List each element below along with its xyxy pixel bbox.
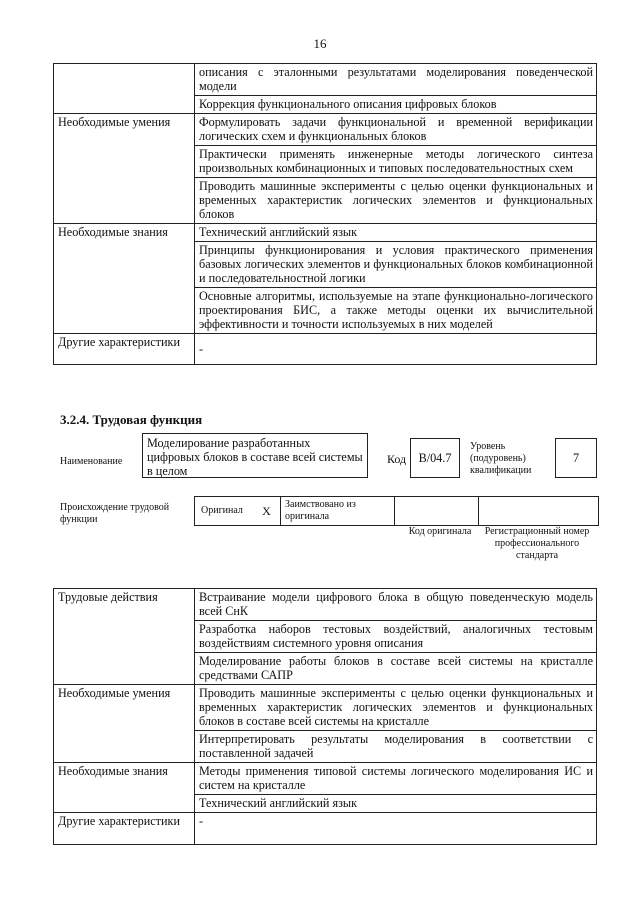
table-cell: Основные алгоритмы, используемые на этапе функционально-логического проектирования БИС, а также методы оценки их вычислительной эффективности и точности используемых в них моделей	[195, 288, 597, 334]
table-cell: Принципы функционирования и условия практического применения базовых логических элементов и функциональных блоков комбинационной и последовательностной логики	[195, 242, 597, 288]
table-cell: Проводить машинные эксперименты с целью оценки функциональных и временных характеристик логических элементов и функциональных блоков в составе всей системы на кристалле	[195, 685, 597, 731]
table-row	[54, 224, 597, 242]
borrowed-label: Заимствовано из оригинала	[280, 497, 394, 525]
table-cell: Проводить машинные эксперименты с целью оценки функциональных и временных характеристик логических элементов и функциональных блоков	[195, 178, 597, 224]
origin-label: Происхождение трудовой функции	[60, 502, 170, 525]
qualification-level-box	[555, 438, 597, 478]
original-label: Оригинал	[201, 505, 243, 516]
table-row	[54, 114, 597, 146]
row-label: Трудовые действия	[54, 589, 195, 685]
table-row	[54, 763, 597, 795]
qualification-level-value: 7	[572, 451, 580, 465]
table-cell: Интерпретировать результаты моделирования в соответствии с поставленной задачей	[195, 731, 597, 763]
qualification-level-label: Уровень (подуровень) квалификации	[470, 441, 532, 476]
table-cell: Формулировать задачи функциональной и временной верификации логических схем и функциональных блоков	[195, 114, 597, 146]
table-cell: Практически применять инженерные методы логического синтеза произвольных комбинационных и типовых последовательностных схем	[195, 146, 597, 178]
reg-number-cell	[478, 497, 599, 525]
table-row	[54, 589, 597, 621]
table-cell: -	[195, 334, 597, 365]
table-row	[54, 64, 597, 96]
code-label: Код	[387, 452, 407, 466]
original-mark: X	[262, 504, 271, 518]
table-cell: Технический английский язык	[195, 224, 597, 242]
origin-row	[194, 496, 599, 526]
code-original-label: Код оригинала	[408, 526, 472, 537]
page-number: 16	[313, 36, 327, 51]
section-title: 3.2.4. Трудовая функция	[60, 412, 203, 427]
table-cell: -	[195, 813, 597, 845]
table-cell: Методы применения типовой системы логического моделирования ИС и систем на кристалле	[195, 763, 597, 795]
row-label: Необходимые умения	[54, 685, 195, 763]
bottom-competency-table	[53, 588, 597, 845]
reg-number-label: Регистрационный номер профессионального стандарта	[484, 526, 590, 561]
row-label	[54, 64, 195, 114]
name-label: Наименование	[60, 456, 123, 467]
row-label: Необходимые знания	[54, 763, 195, 813]
row-label: Другие характеристики	[54, 813, 195, 845]
code-box	[410, 438, 460, 478]
code-value: B/04.7	[418, 451, 452, 465]
table-cell: Коррекция функционального описания цифровых блоков	[195, 96, 597, 114]
table-cell: Технический английский язык	[195, 795, 597, 813]
top-competency-table	[53, 63, 597, 365]
row-label: Необходимые знания	[54, 224, 195, 334]
table-cell: Встраивание модели цифрового блока в общую поведенческую модель всей СнК	[195, 589, 597, 621]
row-label: Другие характеристики	[54, 334, 195, 365]
table-cell: Моделирование работы блоков в составе всей системы на кристалле средствами САПР	[195, 653, 597, 685]
function-name-box	[142, 433, 368, 478]
function-name-value: Моделирование разработанных цифровых блоков в составе всей системы в целом	[147, 436, 363, 478]
code-original-cell	[394, 497, 479, 525]
row-label: Необходимые умения	[54, 114, 195, 224]
table-row	[54, 685, 597, 731]
table-cell: Разработка наборов тестовых воздействий, аналогичных тестовым воздействиям системного уровня описания	[195, 621, 597, 653]
table-cell: описания с эталонными результатами моделирования поведенческой модели	[195, 64, 597, 96]
table-row	[54, 334, 597, 365]
table-row	[54, 813, 597, 845]
